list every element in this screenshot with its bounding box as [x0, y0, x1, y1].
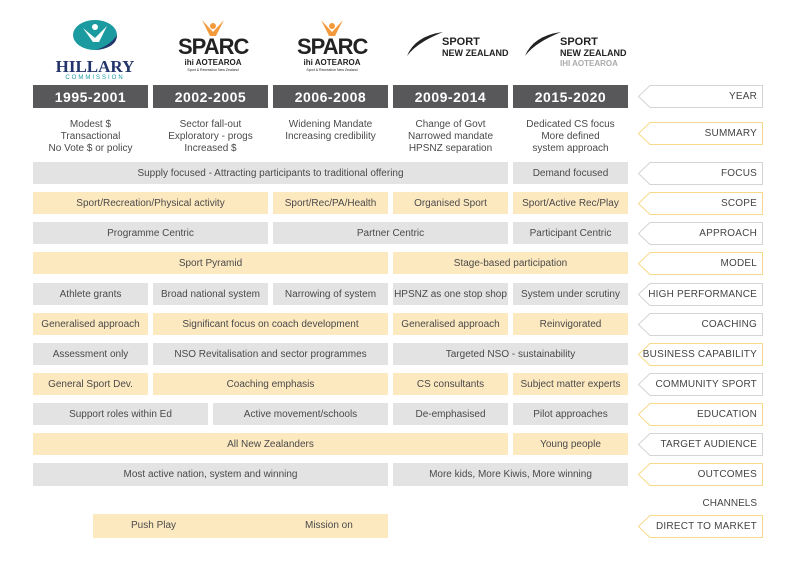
high-performance-cell: Athlete grants — [33, 283, 148, 305]
silver-fern-icon — [405, 28, 445, 58]
row-label-coaching — [638, 313, 763, 336]
summary-line: Transactional — [60, 131, 121, 142]
row-label-text: MODEL — [720, 258, 757, 269]
community-sport-cell: General Sport Dev. — [33, 373, 148, 395]
coaching-cell: Significant focus on coach development — [153, 313, 388, 335]
sport-nz-logo-tagline: IHI AOTEAROA — [560, 59, 618, 68]
summary-line: Exploratory - progs — [168, 131, 253, 142]
row-label-year — [638, 85, 763, 108]
row-label-summary — [638, 122, 763, 145]
summary-line: Increased $ — [184, 143, 237, 154]
focus-cell: Supply focused - Attracting participants to traditional offering — [33, 162, 508, 184]
row-label-text: FOCUS — [721, 168, 757, 179]
row-label-community-sport — [638, 373, 763, 396]
business-capability-cell: Assessment only — [33, 343, 148, 365]
hillary-logo-subtext: COMMISSION — [65, 75, 125, 81]
sparc-logo-text: SPARC — [178, 34, 249, 59]
sport-nz-logo-2 — [523, 18, 627, 76]
push-play-label: Push Play — [131, 520, 177, 531]
business-capability-cell: NSO Revitalisation and sector programmes — [153, 343, 388, 365]
approach-cell: Partner Centric — [273, 222, 508, 244]
high-performance-cell: Broad national system — [153, 283, 268, 305]
summary-line: Dedicated CS focus — [526, 119, 615, 130]
coaching-cell: Generalised approach — [33, 313, 148, 335]
year-header: 2009-2014 — [393, 85, 508, 108]
summary-text — [273, 119, 388, 143]
business-capability-cell: Targeted NSO - sustainability — [393, 343, 628, 365]
row-label-direct-to-market — [638, 515, 763, 538]
approach-cell: Participant Centric — [513, 222, 628, 244]
sparc-logo-2 — [297, 18, 367, 76]
education-cell: Support roles within Ed — [33, 403, 208, 425]
education-cell: De-emphasised — [393, 403, 508, 425]
summary-line: Narrowed mandate — [407, 131, 494, 142]
row-label-text: COACHING — [701, 319, 757, 330]
scope-cell: Sport/Active Rec/Play — [513, 192, 628, 214]
summary-line: system approach — [532, 143, 609, 154]
sparc-logo-subtext: ihi AOTEAROA — [303, 58, 361, 67]
row-label-business-capability — [638, 343, 763, 366]
coaching-cell: Generalised approach — [393, 313, 508, 335]
year-header: 1995-2001 — [33, 85, 148, 108]
row-label-text: TARGET AUDIENCE — [660, 439, 757, 450]
summary-text — [153, 119, 268, 155]
mission-on-label: Mission on — [305, 520, 353, 531]
summary-text — [513, 119, 628, 155]
summary-line: Widening Mandate — [288, 119, 373, 130]
sport-nz-logo-subtext: NEW ZEALAND — [560, 48, 627, 58]
model-cell: Sport Pyramid — [33, 252, 388, 274]
summary-line: Change of Govt — [415, 119, 486, 130]
high-performance-cell: HPSNZ as one stop shop — [393, 283, 508, 305]
outcomes-cell: More kids, More Kiwis, More winning — [393, 463, 628, 486]
summary-text — [393, 119, 508, 155]
row-label-text: HIGH PERFORMANCE — [648, 289, 757, 300]
summary-line: Increasing credibility — [285, 131, 376, 142]
sport-nz-logo-1 — [405, 18, 509, 76]
sport-nz-logo-text: SPORT — [560, 36, 598, 48]
row-label-model — [638, 252, 763, 275]
row-label-high-performance — [638, 283, 763, 306]
year-header: 2015-2020 — [513, 85, 628, 108]
row-label-outcomes — [638, 463, 763, 486]
education-cell: Active movement/schools — [213, 403, 388, 425]
community-sport-cell: CS consultants — [393, 373, 508, 395]
channels-heading: CHANNELS — [702, 498, 757, 509]
year-header: 2006-2008 — [273, 85, 388, 108]
sparc-logo-text: SPARC — [297, 34, 368, 59]
hillary-logo-text: HILLARY — [55, 57, 135, 76]
summary-text — [33, 119, 148, 155]
target-audience-cell: Young people — [513, 433, 628, 455]
row-label-text: BUSINESS CAPABILITY — [642, 349, 757, 360]
community-sport-cell: Subject matter experts — [513, 373, 628, 395]
sparc-logo-tagline: Sport & Recreation New Zealand — [187, 68, 239, 72]
direct-to-market-bar — [93, 514, 388, 538]
sparc-logo-1 — [178, 18, 248, 76]
approach-cell: Programme Centric — [33, 222, 268, 244]
row-label-text: EDUCATION — [697, 409, 757, 420]
high-performance-cell: System under scrutiny — [513, 283, 628, 305]
focus-cell: Demand focused — [513, 162, 628, 184]
row-label-approach — [638, 222, 763, 245]
row-label-text: OUTCOMES — [697, 469, 757, 480]
sport-nz-logo-subtext: NEW ZEALAND — [442, 48, 509, 58]
high-performance-cell: Narrowing of system — [273, 283, 388, 305]
sparc-logo-tagline: Sport & Recreation New Zealand — [306, 68, 358, 72]
row-label-target-audience — [638, 433, 763, 456]
coaching-cell: Reinvigorated — [513, 313, 628, 335]
hillary-emblem-icon — [55, 18, 135, 54]
scope-cell: Organised Sport — [393, 192, 508, 214]
row-label-text: SUMMARY — [704, 128, 757, 139]
row-label-text: DIRECT TO MARKET — [656, 521, 757, 532]
row-label-text: YEAR — [728, 91, 757, 102]
hillary-commission-logo — [55, 18, 135, 81]
sparc-logo-subtext: ihi AOTEAROA — [184, 58, 242, 67]
summary-line: More defined — [541, 131, 600, 142]
scope-cell: Sport/Rec/PA/Health — [273, 192, 388, 214]
target-audience-cell: All New Zealanders — [33, 433, 508, 455]
year-header: 2002-2005 — [153, 85, 268, 108]
summary-line: Sector fall-out — [179, 119, 242, 130]
silver-fern-icon — [523, 28, 563, 58]
row-label-text: COMMUNITY SPORT — [655, 379, 757, 390]
row-label-text: SCOPE — [720, 198, 757, 209]
scope-cell: Sport/Recreation/Physical activity — [33, 192, 268, 214]
row-label-scope — [638, 192, 763, 215]
outcomes-cell: Most active nation, system and winning — [33, 463, 388, 486]
community-sport-cell: Coaching emphasis — [153, 373, 388, 395]
row-label-focus — [638, 162, 763, 185]
summary-line: Modest $ — [69, 119, 112, 130]
education-cell: Pilot approaches — [513, 403, 628, 425]
summary-line: No Vote $ or policy — [48, 143, 133, 154]
row-label-education — [638, 403, 763, 426]
sport-nz-logo-text: SPORT — [442, 36, 480, 48]
model-cell: Stage-based participation — [393, 252, 628, 274]
summary-line: HPSNZ separation — [408, 143, 493, 154]
row-label-text: APPROACH — [699, 228, 757, 239]
